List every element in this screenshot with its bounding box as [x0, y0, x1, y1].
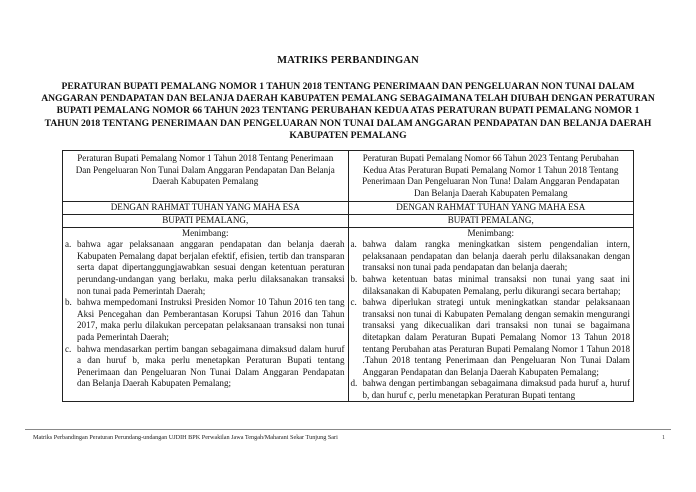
- table-row: [63, 202, 634, 215]
- right-menimbang: Menimbang:: [467, 227, 514, 238]
- right-column-header: Peraturan Bupati Pemalang Nomor 66 Tahun 2023 Tentang Perubahan Kedua Atas Peraturan Bupati Pemalang Nomor 1 Tahun 2018 Tentang Penerimaan Dan Pengeluaran Non Tuna! Dalam Anggaran Pendapatan Dan Belanja Daerah Kabupaten Pemalang: [348, 151, 634, 202]
- page-footer: Matriks Perbandingan Peraturan Perundang-undangan UJDIH BPK Perwakilan Jawa Tengah/Maharani Sekar Tunjung Sari: [33, 434, 338, 441]
- item-label: a.: [65, 239, 72, 250]
- left-column-header: Peraturan Bupati Pemalang Nomor 1 Tahun 2018 Tentang Penerimaan Dan Pengeluaran Non Tunai Dalam Anggaran Pendapatan Dan Belanja Daerah Kabupaten Pemalang: [63, 151, 349, 202]
- footer-divider: [25, 429, 671, 430]
- item-text: bahwa mempedomani Instruksi Presiden Nomor 10 Tahun 2016 ten tang Aksi Pencegahan dan Pemberantasan Korupsi Tahun 2016 dan Tahun 2017, maka perlu dilakukan percepatan pelaksanaan transaksi non tunai pada Pemerintah Daerah;: [77, 297, 345, 342]
- document-title: MATRIKS PERBANDINGAN: [277, 55, 419, 66]
- left-menimbang: Menimbang:: [182, 227, 229, 238]
- comparison-table: [62, 150, 634, 402]
- item-text: bahwa mendasarkan pertim bangan sebagaimana dimaksud dalam huruf a dan huruf b, maka perlu menetapkan Peraturan Bupati tentang Penerimaan dan Pengeluaran Non Tunai Dalam Anggaran Pendapatan dan Belanja Daerah Kabupaten Pemalang;: [77, 343, 345, 389]
- list-item: [63, 344, 348, 390]
- item-text: bahwa diperlukan strategi untuk meningkatkan standar pelaksanaan transaksi non tunai di Kabupaten Pemalang dengan semakin mengurangi transaksi yang dikecualikan dari transaksi non tunai se bagaimana ditetapkan dalam Peraturan Bupati Pemalang Nomor 13 Tahun 2018 tentang Perubahan atas Peraturan Bupati Pemalang Nomor 1 Tahun 2018 .Tahun 2018 tentang Penerimaan dan Pengeluaran Non Tunai Dalam Anggaran Pendapatan dan Belanja Daerah Kabupaten Pemalang;: [362, 297, 630, 377]
- list-item: [349, 239, 634, 274]
- right-bupati: BUPATI PEMALANG,: [348, 214, 634, 227]
- item-label: b.: [65, 297, 72, 308]
- list-item: [349, 297, 634, 378]
- item-label: b.: [350, 273, 358, 284]
- item-label: c.: [350, 297, 357, 308]
- left-item-list: [63, 239, 348, 390]
- item-text: bahwa dalam rangka meningkatkan sistem pengendalian intern, pelaksanaan pendapatan dan belanja daerah perlu dilaksanakan dengan transaksi non tunai pada pendapatan dan belanja daerah;: [362, 239, 630, 273]
- item-label: a.: [350, 239, 357, 250]
- right-body-cell: [348, 227, 634, 402]
- table-header-row: [63, 151, 634, 202]
- item-text: bahwa ketentuan batas minimal transaksi non tunai yang saat ini dilaksanakan di Kabupaten Pemalang, perlu dikurangi secara bertahap;: [362, 273, 630, 296]
- right-rahmat: DENGAN RAHMAT TUHAN YANG MAHA ESA: [348, 202, 634, 215]
- list-item: [349, 274, 634, 297]
- right-item-list: [349, 239, 634, 401]
- list-item: [63, 239, 348, 297]
- item-label: d.: [350, 378, 358, 389]
- document-subtitle: PERATURAN BUPATI PEMALANG NOMOR 1 TAHUN 2018 TENTANG PENERIMAAN DAN PENGELUARAN NON TUNAI DALAM ANGGARAN PENDAPATAN DAN BELANJA DAERAH KABUPATEN PEMALANG SEBAGAIMANA TELAH DIUBAH DENGAN PERATURAN BUPATI PEMALANG NOMOR 66 TAHUN 2023 TENTANG PERUBAHAN KEDUA ATAS PERATURAN BUPATI PEMALANG NOMOR 1 TAHUN 2018 TENTANG PENERIMAAN DAN PENGELUARAN NON TUNAI DALAM ANGGARAN PENDAPATAN DAN BELANJA DAERAH KABUPATEN PEMALANG: [41, 81, 655, 141]
- item-label: c.: [65, 343, 72, 354]
- item-text: bahwa dengan pertimbangan sebagaimana dimaksud pada huruf a, huruf b, dan huruf c, perlu menetapkan Peraturan Bupati tentang: [362, 378, 630, 400]
- left-bupati: BUPATI PEMALANG,: [63, 214, 349, 227]
- left-body-cell: [63, 227, 349, 402]
- item-text: bahwa agar pelaksanaan anggaran pendapatan dan belanja daerah Kabupaten Pemalang dapat berjalan efektif, efisien, tertib dan transparan serta dapat dipertanggungjawabkan sesuai dengan ketentuan peraturan perundang-undangan yang berlaku, maka perlu dilaksanakan transaksi non tunai pada Pemerintah Daerah;: [77, 239, 345, 296]
- table-row: [63, 214, 634, 227]
- list-item: [349, 378, 634, 401]
- list-item: [63, 297, 348, 343]
- page-number: 1: [662, 434, 666, 441]
- table-row: [63, 227, 634, 402]
- left-rahmat: DENGAN RAHMAT TUHAN YANG MAHA ESA: [63, 202, 349, 215]
